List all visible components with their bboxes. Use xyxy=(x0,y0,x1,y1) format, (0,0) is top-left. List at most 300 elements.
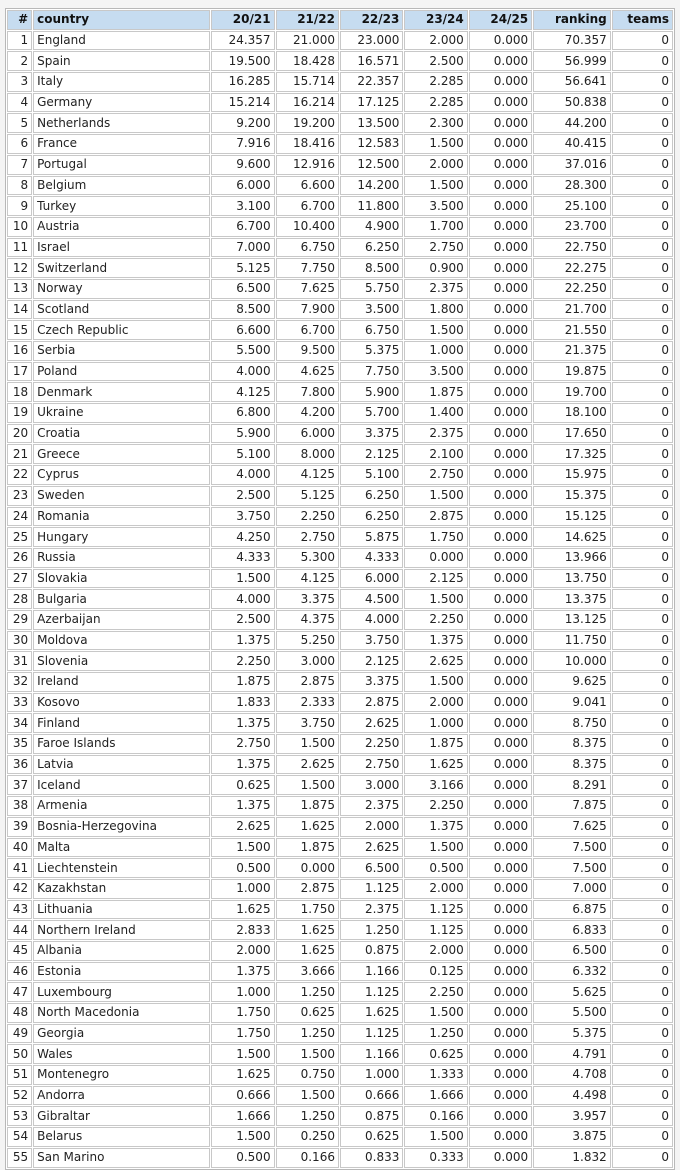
cell-teams: 0 xyxy=(612,713,673,733)
table-row xyxy=(7,920,673,940)
cell-2324: 2.285 xyxy=(404,93,467,113)
cell-country: San Marino xyxy=(33,1148,210,1168)
cell-country: Sweden xyxy=(33,486,210,506)
cell-2324: 3.500 xyxy=(404,362,467,382)
cell-country: Finland xyxy=(33,713,210,733)
cell-ranking: 21.375 xyxy=(533,341,611,361)
cell-rank: 26 xyxy=(7,548,32,568)
cell-2021: 9.200 xyxy=(211,113,274,133)
cell-country: Georgia xyxy=(33,1024,210,1044)
cell-2324: 2.285 xyxy=(404,72,467,92)
cell-2122: 1.500 xyxy=(276,734,339,754)
table-row xyxy=(7,1003,673,1023)
cell-country: Kazakhstan xyxy=(33,879,210,899)
cell-ranking: 3.957 xyxy=(533,1106,611,1126)
table-row xyxy=(7,1024,673,1044)
cell-rank: 49 xyxy=(7,1024,32,1044)
cell-country: Israel xyxy=(33,238,210,258)
table-row xyxy=(7,155,673,175)
cell-2122: 1.625 xyxy=(276,941,339,961)
cell-2223: 3.375 xyxy=(340,672,403,692)
cell-2223: 12.583 xyxy=(340,134,403,154)
cell-country: Bosnia-Herzegovina xyxy=(33,817,210,837)
table-row xyxy=(7,569,673,589)
cell-country: Moldova xyxy=(33,631,210,651)
cell-2223: 1.166 xyxy=(340,962,403,982)
cell-2223: 5.100 xyxy=(340,465,403,485)
header-season-2223[interactable]: 22/23 xyxy=(340,10,403,30)
cell-ranking: 4.791 xyxy=(533,1044,611,1064)
cell-2324: 0.333 xyxy=(404,1148,467,1168)
cell-2122: 4.625 xyxy=(276,362,339,382)
cell-2223: 17.125 xyxy=(340,93,403,113)
cell-rank: 8 xyxy=(7,176,32,196)
cell-2425: 0.000 xyxy=(469,982,532,1002)
cell-2425: 0.000 xyxy=(469,507,532,527)
cell-rank: 51 xyxy=(7,1065,32,1085)
cell-rank: 15 xyxy=(7,320,32,340)
table-row xyxy=(7,817,673,837)
header-teams[interactable]: teams xyxy=(612,10,673,30)
cell-teams: 0 xyxy=(612,382,673,402)
cell-teams: 0 xyxy=(612,734,673,754)
cell-2324: 2.625 xyxy=(404,651,467,671)
cell-country: Belarus xyxy=(33,1127,210,1147)
cell-2425: 0.000 xyxy=(469,217,532,237)
header-season-2021[interactable]: 20/21 xyxy=(211,10,274,30)
cell-country: Czech Republic xyxy=(33,320,210,340)
cell-rank: 2 xyxy=(7,51,32,71)
cell-2021: 4.250 xyxy=(211,527,274,547)
cell-2122: 4.200 xyxy=(276,403,339,423)
cell-2122: 12.916 xyxy=(276,155,339,175)
cell-2021: 3.100 xyxy=(211,196,274,216)
cell-2425: 0.000 xyxy=(469,858,532,878)
cell-2122: 6.000 xyxy=(276,424,339,444)
cell-2324: 1.500 xyxy=(404,486,467,506)
cell-rank: 6 xyxy=(7,134,32,154)
cell-rank: 17 xyxy=(7,362,32,382)
cell-2021: 1.375 xyxy=(211,755,274,775)
cell-country: Germany xyxy=(33,93,210,113)
cell-2425: 0.000 xyxy=(469,817,532,837)
cell-2223: 3.500 xyxy=(340,300,403,320)
cell-teams: 0 xyxy=(612,527,673,547)
cell-country: Poland xyxy=(33,362,210,382)
cell-country: Cyprus xyxy=(33,465,210,485)
cell-rank: 47 xyxy=(7,982,32,1002)
cell-2021: 5.900 xyxy=(211,424,274,444)
cell-2122: 19.200 xyxy=(276,113,339,133)
table-row xyxy=(7,879,673,899)
cell-country: Austria xyxy=(33,217,210,237)
cell-ranking: 40.415 xyxy=(533,134,611,154)
cell-2021: 0.666 xyxy=(211,1086,274,1106)
table-row xyxy=(7,900,673,920)
header-season-2324[interactable]: 23/24 xyxy=(404,10,467,30)
cell-teams: 0 xyxy=(612,134,673,154)
cell-ranking: 44.200 xyxy=(533,113,611,133)
cell-2425: 0.000 xyxy=(469,527,532,547)
cell-country: Montenegro xyxy=(33,1065,210,1085)
cell-2425: 0.000 xyxy=(469,879,532,899)
cell-teams: 0 xyxy=(612,755,673,775)
cell-2425: 0.000 xyxy=(469,486,532,506)
cell-ranking: 23.700 xyxy=(533,217,611,237)
cell-2122: 7.900 xyxy=(276,300,339,320)
cell-2223: 3.375 xyxy=(340,424,403,444)
cell-teams: 0 xyxy=(612,403,673,423)
table-row xyxy=(7,403,673,423)
cell-ranking: 17.325 xyxy=(533,444,611,464)
cell-2223: 12.500 xyxy=(340,155,403,175)
cell-2122: 1.500 xyxy=(276,1086,339,1106)
cell-2324: 1.375 xyxy=(404,817,467,837)
cell-2021: 6.000 xyxy=(211,176,274,196)
cell-2324: 2.500 xyxy=(404,51,467,71)
cell-rank: 39 xyxy=(7,817,32,837)
cell-rank: 22 xyxy=(7,465,32,485)
cell-rank: 46 xyxy=(7,962,32,982)
cell-2425: 0.000 xyxy=(469,1044,532,1064)
cell-teams: 0 xyxy=(612,51,673,71)
cell-2122: 0.166 xyxy=(276,1148,339,1168)
cell-2223: 0.666 xyxy=(340,1086,403,1106)
cell-rank: 16 xyxy=(7,341,32,361)
cell-rank: 29 xyxy=(7,610,32,630)
cell-2122: 0.625 xyxy=(276,1003,339,1023)
cell-2223: 2.375 xyxy=(340,900,403,920)
cell-ranking: 8.750 xyxy=(533,713,611,733)
cell-2223: 1.125 xyxy=(340,982,403,1002)
cell-rank: 55 xyxy=(7,1148,32,1168)
cell-2122: 6.600 xyxy=(276,176,339,196)
cell-ranking: 4.708 xyxy=(533,1065,611,1085)
cell-2324: 1.875 xyxy=(404,382,467,402)
cell-country: Gibraltar xyxy=(33,1106,210,1126)
cell-teams: 0 xyxy=(612,465,673,485)
cell-2021: 4.000 xyxy=(211,465,274,485)
header-row xyxy=(7,10,673,30)
cell-teams: 0 xyxy=(612,279,673,299)
cell-ranking: 4.498 xyxy=(533,1086,611,1106)
cell-country: Bulgaria xyxy=(33,589,210,609)
cell-2021: 5.500 xyxy=(211,341,274,361)
cell-2223: 13.500 xyxy=(340,113,403,133)
cell-rank: 37 xyxy=(7,775,32,795)
cell-country: Armenia xyxy=(33,796,210,816)
cell-2324: 2.250 xyxy=(404,982,467,1002)
cell-2324: 1.000 xyxy=(404,713,467,733)
cell-ranking: 7.500 xyxy=(533,858,611,878)
cell-ranking: 9.625 xyxy=(533,672,611,692)
cell-2223: 5.700 xyxy=(340,403,403,423)
cell-rank: 35 xyxy=(7,734,32,754)
cell-country: North Macedonia xyxy=(33,1003,210,1023)
table-row xyxy=(7,93,673,113)
cell-2223: 22.357 xyxy=(340,72,403,92)
cell-2021: 2.625 xyxy=(211,817,274,837)
cell-country: Albania xyxy=(33,941,210,961)
cell-2324: 2.250 xyxy=(404,610,467,630)
cell-ranking: 15.975 xyxy=(533,465,611,485)
cell-2122: 1.875 xyxy=(276,838,339,858)
cell-2021: 1.375 xyxy=(211,713,274,733)
header-country[interactable]: country xyxy=(33,10,210,30)
cell-ranking: 18.100 xyxy=(533,403,611,423)
cell-2021: 1.833 xyxy=(211,693,274,713)
cell-2223: 2.625 xyxy=(340,713,403,733)
cell-rank: 53 xyxy=(7,1106,32,1126)
cell-teams: 0 xyxy=(612,93,673,113)
cell-2324: 1.500 xyxy=(404,838,467,858)
cell-2122: 1.500 xyxy=(276,1044,339,1064)
cell-rank: 42 xyxy=(7,879,32,899)
table-row xyxy=(7,962,673,982)
cell-2021: 9.600 xyxy=(211,155,274,175)
table-row xyxy=(7,1065,673,1085)
cell-teams: 0 xyxy=(612,631,673,651)
cell-rank: 54 xyxy=(7,1127,32,1147)
cell-2021: 6.600 xyxy=(211,320,274,340)
table-row xyxy=(7,941,673,961)
cell-2223: 7.750 xyxy=(340,362,403,382)
table-row xyxy=(7,320,673,340)
cell-2324: 3.500 xyxy=(404,196,467,216)
cell-teams: 0 xyxy=(612,258,673,278)
cell-ranking: 6.500 xyxy=(533,941,611,961)
cell-2122: 1.750 xyxy=(276,900,339,920)
cell-rank: 38 xyxy=(7,796,32,816)
table-row xyxy=(7,1106,673,1126)
cell-2122: 1.875 xyxy=(276,796,339,816)
table-row xyxy=(7,982,673,1002)
cell-2324: 2.125 xyxy=(404,569,467,589)
cell-ranking: 56.641 xyxy=(533,72,611,92)
cell-2425: 0.000 xyxy=(469,51,532,71)
table-row xyxy=(7,713,673,733)
cell-2223: 0.875 xyxy=(340,1106,403,1126)
header-season-2425[interactable]: 24/25 xyxy=(469,10,532,30)
cell-ranking: 13.375 xyxy=(533,589,611,609)
cell-2021: 7.916 xyxy=(211,134,274,154)
cell-2021: 1.666 xyxy=(211,1106,274,1126)
cell-2223: 14.200 xyxy=(340,176,403,196)
cell-ranking: 13.750 xyxy=(533,569,611,589)
cell-2324: 1.666 xyxy=(404,1086,467,1106)
cell-teams: 0 xyxy=(612,651,673,671)
cell-2021: 1.625 xyxy=(211,1065,274,1085)
table-row xyxy=(7,444,673,464)
cell-2324: 2.750 xyxy=(404,238,467,258)
cell-teams: 0 xyxy=(612,962,673,982)
cell-2425: 0.000 xyxy=(469,238,532,258)
table-row xyxy=(7,51,673,71)
cell-2425: 0.000 xyxy=(469,1024,532,1044)
cell-2122: 16.214 xyxy=(276,93,339,113)
cell-2122: 1.250 xyxy=(276,1024,339,1044)
cell-teams: 0 xyxy=(612,444,673,464)
cell-2021: 2.500 xyxy=(211,610,274,630)
table-row xyxy=(7,796,673,816)
cell-2425: 0.000 xyxy=(469,838,532,858)
cell-teams: 0 xyxy=(612,320,673,340)
cell-ranking: 5.375 xyxy=(533,1024,611,1044)
cell-teams: 0 xyxy=(612,196,673,216)
header-season-2122[interactable]: 21/22 xyxy=(276,10,339,30)
cell-country: Romania xyxy=(33,507,210,527)
cell-rank: 18 xyxy=(7,382,32,402)
cell-2223: 4.900 xyxy=(340,217,403,237)
cell-rank: 21 xyxy=(7,444,32,464)
cell-2425: 0.000 xyxy=(469,155,532,175)
cell-ranking: 21.550 xyxy=(533,320,611,340)
cell-country: England xyxy=(33,31,210,51)
cell-2223: 1.125 xyxy=(340,1024,403,1044)
cell-2021: 7.000 xyxy=(211,238,274,258)
cell-teams: 0 xyxy=(612,155,673,175)
cell-ranking: 22.250 xyxy=(533,279,611,299)
cell-2122: 3.375 xyxy=(276,589,339,609)
cell-2223: 2.000 xyxy=(340,817,403,837)
cell-ranking: 7.875 xyxy=(533,796,611,816)
cell-2425: 0.000 xyxy=(469,279,532,299)
cell-2021: 4.000 xyxy=(211,589,274,609)
cell-2122: 10.400 xyxy=(276,217,339,237)
header-ranking[interactable]: ranking xyxy=(533,10,611,30)
cell-rank: 52 xyxy=(7,1086,32,1106)
header-rank[interactable]: # xyxy=(7,10,32,30)
cell-2021: 15.214 xyxy=(211,93,274,113)
cell-2021: 1.375 xyxy=(211,962,274,982)
cell-2425: 0.000 xyxy=(469,1127,532,1147)
table-row xyxy=(7,651,673,671)
cell-2021: 1.750 xyxy=(211,1003,274,1023)
cell-2324: 0.125 xyxy=(404,962,467,982)
cell-country: Ukraine xyxy=(33,403,210,423)
cell-2122: 18.416 xyxy=(276,134,339,154)
cell-2021: 1.500 xyxy=(211,1127,274,1147)
cell-2122: 9.500 xyxy=(276,341,339,361)
cell-ranking: 6.875 xyxy=(533,900,611,920)
table-row xyxy=(7,279,673,299)
cell-2324: 2.300 xyxy=(404,113,467,133)
cell-2223: 5.900 xyxy=(340,382,403,402)
table-row xyxy=(7,755,673,775)
cell-teams: 0 xyxy=(612,300,673,320)
cell-2021: 4.333 xyxy=(211,548,274,568)
table-row xyxy=(7,672,673,692)
cell-teams: 0 xyxy=(612,817,673,837)
cell-2021: 2.500 xyxy=(211,486,274,506)
cell-2021: 0.500 xyxy=(211,1148,274,1168)
cell-country: Slovakia xyxy=(33,569,210,589)
cell-2223: 4.500 xyxy=(340,589,403,609)
cell-teams: 0 xyxy=(612,341,673,361)
cell-2122: 3.000 xyxy=(276,651,339,671)
table-row xyxy=(7,775,673,795)
table-row xyxy=(7,176,673,196)
cell-teams: 0 xyxy=(612,569,673,589)
table-row xyxy=(7,589,673,609)
table-row xyxy=(7,548,673,568)
cell-2324: 2.000 xyxy=(404,941,467,961)
cell-rank: 1 xyxy=(7,31,32,51)
cell-country: Italy xyxy=(33,72,210,92)
cell-2122: 5.125 xyxy=(276,486,339,506)
cell-2122: 8.000 xyxy=(276,444,339,464)
cell-2324: 2.100 xyxy=(404,444,467,464)
cell-country: Northern Ireland xyxy=(33,920,210,940)
cell-2122: 3.666 xyxy=(276,962,339,982)
cell-2324: 1.800 xyxy=(404,300,467,320)
cell-2324: 1.500 xyxy=(404,589,467,609)
cell-ranking: 13.966 xyxy=(533,548,611,568)
cell-2223: 6.500 xyxy=(340,858,403,878)
cell-2021: 2.750 xyxy=(211,734,274,754)
cell-2223: 2.750 xyxy=(340,755,403,775)
cell-country: Latvia xyxy=(33,755,210,775)
cell-2021: 1.875 xyxy=(211,672,274,692)
cell-2122: 4.125 xyxy=(276,465,339,485)
cell-teams: 0 xyxy=(612,1148,673,1168)
cell-2021: 2.000 xyxy=(211,941,274,961)
cell-2324: 1.375 xyxy=(404,631,467,651)
cell-2223: 2.250 xyxy=(340,734,403,754)
cell-2021: 19.500 xyxy=(211,51,274,71)
cell-country: Ireland xyxy=(33,672,210,692)
cell-2324: 1.625 xyxy=(404,755,467,775)
cell-2122: 1.250 xyxy=(276,982,339,1002)
cell-2223: 2.125 xyxy=(340,444,403,464)
cell-2425: 0.000 xyxy=(469,362,532,382)
cell-2324: 1.333 xyxy=(404,1065,467,1085)
cell-2425: 0.000 xyxy=(469,755,532,775)
cell-ranking: 56.999 xyxy=(533,51,611,71)
table-row xyxy=(7,72,673,92)
cell-2122: 18.428 xyxy=(276,51,339,71)
cell-2021: 1.000 xyxy=(211,982,274,1002)
cell-2223: 1.125 xyxy=(340,879,403,899)
cell-ranking: 13.125 xyxy=(533,610,611,630)
cell-ranking: 37.016 xyxy=(533,155,611,175)
cell-ranking: 19.700 xyxy=(533,382,611,402)
table-row xyxy=(7,382,673,402)
cell-2324: 1.875 xyxy=(404,734,467,754)
cell-2425: 0.000 xyxy=(469,713,532,733)
cell-rank: 45 xyxy=(7,941,32,961)
cell-2324: 1.500 xyxy=(404,320,467,340)
table-row xyxy=(7,300,673,320)
cell-country: Hungary xyxy=(33,527,210,547)
cell-rank: 7 xyxy=(7,155,32,175)
cell-country: Andorra xyxy=(33,1086,210,1106)
cell-2324: 2.375 xyxy=(404,424,467,444)
table-row xyxy=(7,258,673,278)
table-row xyxy=(7,1148,673,1168)
cell-2425: 0.000 xyxy=(469,796,532,816)
table-row xyxy=(7,486,673,506)
cell-2223: 6.250 xyxy=(340,486,403,506)
cell-2021: 0.500 xyxy=(211,858,274,878)
cell-teams: 0 xyxy=(612,610,673,630)
cell-2425: 0.000 xyxy=(469,589,532,609)
cell-ranking: 8.291 xyxy=(533,775,611,795)
table-body xyxy=(7,31,673,1168)
cell-2021: 1.750 xyxy=(211,1024,274,1044)
table-row xyxy=(7,362,673,382)
cell-2122: 4.375 xyxy=(276,610,339,630)
